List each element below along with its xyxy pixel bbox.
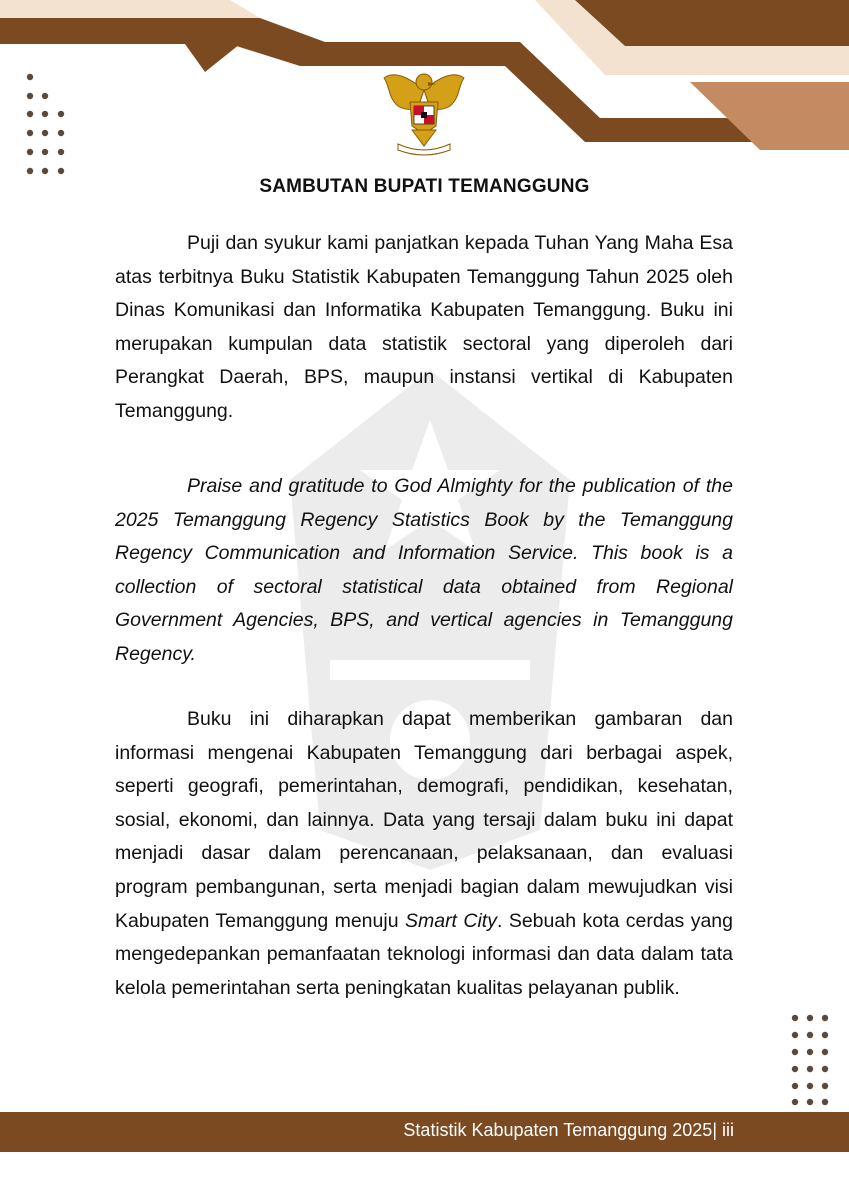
paragraph-3-text-part-1: Buku ini diharapkan dapat memberikan gambaran dan informasi mengenai Kabupaten Temanggung dari berbagai aspek, seperti geografi, pemerintahan, demografi, pendidikan, kesehatan, sosial, ekonomi, dan lainnya. Data yang tersaji dalam buku ini dapat menjadi dasar dalam perencanaan, pelaksanaan, dan evaluasi program pembangunan, serta menjadi bagian dalam mewujudkan visi Kabupaten Temanggung menuju bbox=[115, 708, 733, 932]
top-left-triangle bbox=[185, 44, 240, 72]
paragraph-2-text: Praise and gratitude to God Almighty for the publication of the 2025 Temanggung Regency Statistics Book by the Temanggung Regency Communication and Information Service. This book is a collection of sectoral statistical data obtained from Regional Government Agencies, BPS, and vertical agencies in Temanggung Regency. bbox=[115, 475, 733, 665]
garuda-pancasila-icon bbox=[380, 60, 468, 156]
top-left-dot-grid bbox=[27, 74, 64, 174]
paragraph-3-text-part-2: . Sebuah kota cerdas yang mengedepankan pemanfaatan teknologi informasi dan data dalam tata kelola pemerintahan serta peningkatan kualitas pelayanan publik. bbox=[115, 909, 733, 999]
paragraph-indonesian-intro bbox=[115, 227, 733, 429]
paragraph-1-text: Puji dan syukur kami panjatkan kepada Tuhan Yang Maha Esa atas terbitnya Buku Statistik Kabupaten Temanggung Tahun 2025 oleh Dinas Komunikasi dan Informatika Kabupaten Temanggung. Buku ini merupakan kumpulan data statistik sectoral yang diperoleh dari Perangkat Daerah, BPS, maupun instansi vertikal di Kabupaten Temanggung. bbox=[115, 232, 733, 422]
footer-bar bbox=[0, 1112, 849, 1152]
top-left-light-band bbox=[0, 0, 260, 18]
page-title: SAMBUTAN BUPATI TEMANGGUNG bbox=[259, 176, 590, 197]
footer-page-label: Statistik Kabupaten Temanggung 2025| iii bbox=[403, 1120, 734, 1140]
paragraph-indonesian-purpose bbox=[115, 703, 733, 1005]
paragraph-english-intro bbox=[115, 470, 733, 672]
smart-city-emphasis: Smart City bbox=[404, 909, 497, 932]
bottom-right-dot-grid bbox=[792, 1015, 828, 1105]
